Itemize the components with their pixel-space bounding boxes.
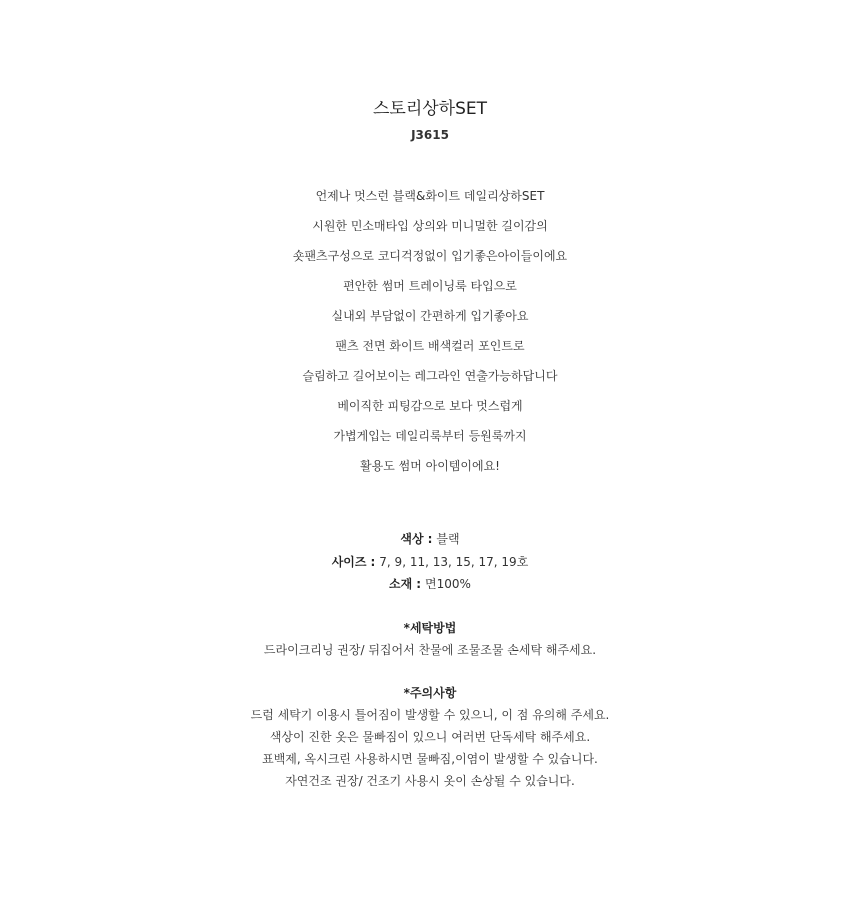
description-line: 활용도 썸머 아이템이에요! <box>360 459 500 473</box>
description-line: 숏팬츠구성으로 코디걱정없이 입기좋은아이들이에요 <box>292 249 568 263</box>
spec-material <box>0 573 860 596</box>
product-code: J3615 <box>411 128 449 142</box>
spec-size <box>0 551 860 574</box>
product-description <box>0 185 860 485</box>
spec-separator: : <box>370 554 376 569</box>
washing-line: 드라이크리닝 권장/ 뒤집어서 찬물에 조물조물 손세탁 해주세요. <box>263 643 597 657</box>
product-title: 스토리상하SET <box>372 99 488 119</box>
description-line: 팬츠 전면 화이트 배색컬러 포인트로 <box>335 339 525 353</box>
description-line: 가볍게입는 데일리룩부터 등원룩까지 <box>333 429 527 443</box>
caution-line: 색상이 진한 옷은 물빠짐이 있으니 여러번 단독세탁 해주세요. <box>269 730 591 744</box>
spec-color-label: 색상 <box>400 532 424 546</box>
spec-color-value: 블랙 <box>436 532 460 546</box>
description-line: 실내외 부담없이 간편하게 입기좋아요 <box>331 309 529 323</box>
description-line: 언제나 멋스런 블랙&화이트 데일리상하SET <box>315 189 545 203</box>
caution-title: *주의사항 <box>403 686 457 700</box>
description-line: 슬림하고 길어보이는 레그라인 연출가능하답니다 <box>302 369 558 383</box>
spec-size-value: 7, 9, 11, 13, 15, 17, 19호 <box>379 554 529 569</box>
description-line: 베이직한 피팅감으로 보다 멋스럽게 <box>337 399 523 413</box>
washing-title: *세탁방법 <box>403 621 457 635</box>
product-specs <box>0 528 860 596</box>
washing-section <box>0 617 860 661</box>
spec-color <box>0 528 860 551</box>
spec-separator: : <box>427 532 433 546</box>
spec-material-label: 소재 <box>389 577 413 591</box>
caution-line: 표백제, 옥시크린 사용하시면 물빠짐,이염이 발생할 수 있습니다. <box>262 752 598 766</box>
caution-line: 자연건조 권장/ 건조기 사용시 옷이 손상될 수 있습니다. <box>285 774 575 788</box>
description-line: 편안한 썸머 트레이닝룩 타입으로 <box>343 279 517 293</box>
caution-section <box>0 682 860 792</box>
spec-separator: : <box>416 577 422 591</box>
spec-size-label: 사이즈 <box>331 554 367 569</box>
description-line: 시원한 민소매타입 상의와 미니멀한 길이감의 <box>312 219 548 233</box>
spec-material-value: 면100% <box>425 577 471 591</box>
caution-line: 드럼 세탁기 이용시 틀어짐이 발생할 수 있으니, 이 점 유의해 주세요. <box>250 708 610 722</box>
